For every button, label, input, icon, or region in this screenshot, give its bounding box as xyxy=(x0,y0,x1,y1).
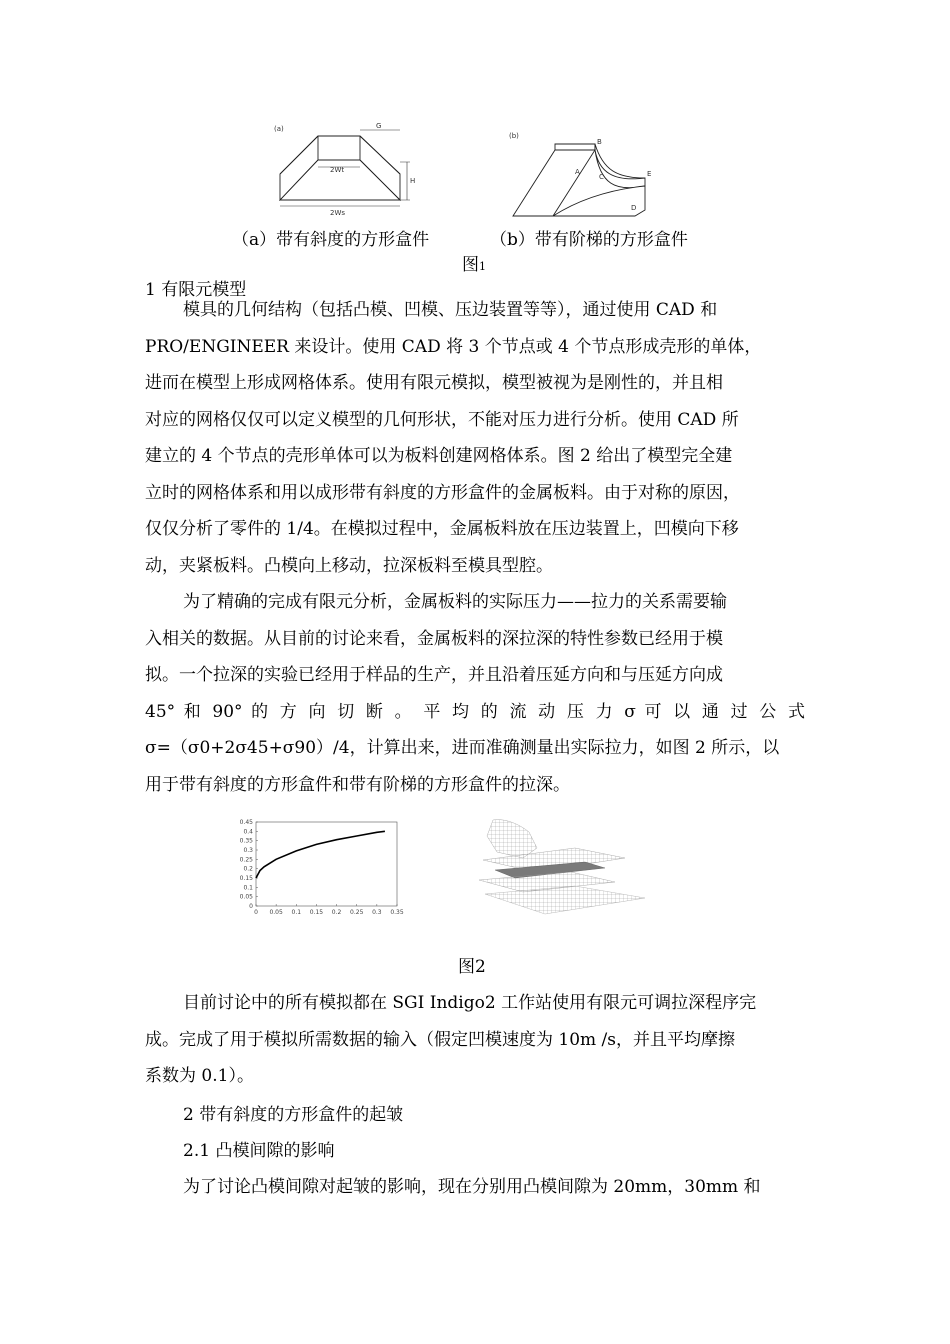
para1-line: 对应的网格仅仅可以定义模型的几何形状，不能对压力进行分析。使用 CAD 所 xyxy=(145,409,739,430)
x-tick-label: 0 xyxy=(254,909,258,916)
para1-line: 模具的几何结构（包括凸模、凹模、压边装置等等），通过使用 CAD 和 xyxy=(183,300,718,320)
fig1a-tag: (a) xyxy=(274,125,284,133)
figure1-caption-main: 图 xyxy=(462,255,479,275)
figure2-stress-strain-chart xyxy=(232,818,412,920)
para2-line: 入相关的数据。从目前的讨论来看，金属板料的深拉深的特性参数已经用于模 xyxy=(145,628,723,649)
fig1b-tag: (b) xyxy=(509,132,519,140)
x-tick-label: 0.35 xyxy=(390,909,404,916)
fig1a-g-label: G xyxy=(376,122,382,130)
para3-line: 目前讨论中的所有模拟都在 SGI Indigo2 工作站使用有限元可调拉深程序完 xyxy=(183,993,757,1013)
para2-line: 45° 和 90° 的 方 向 切 断 。 平 均 的 流 动 压 力 σ 可 以 通 过 公 式 xyxy=(145,701,805,722)
fig1a-h-label: H xyxy=(410,177,416,185)
section1-heading: 1 有限元模型 xyxy=(145,280,247,300)
chart-plot-frame xyxy=(256,822,397,906)
figure2-caption: 图2 xyxy=(458,957,486,977)
figure1-caption xyxy=(462,250,486,275)
section2-heading: 2 带有斜度的方形盒件的起皱 xyxy=(183,1105,404,1125)
figure1a-caption: （a）带有斜度的方形盒件 xyxy=(232,230,430,250)
fig1b-a-label: A xyxy=(575,168,580,176)
para1-line: 建立的 4 个节点的壳形单体可以为板料创建网格体系。图 2 给出了模型完全建 xyxy=(145,446,733,466)
fig1b-d-label: D xyxy=(631,204,637,212)
para1-line: 仅仅分析了零件的 1/4。在模拟过程中，金属板料放在压边装置上，凹模向下移 xyxy=(145,519,739,539)
y-tick-label: 0.1 xyxy=(243,884,253,892)
y-tick-label: 0.25 xyxy=(239,856,253,864)
fig1a-top-label: 2Wt xyxy=(330,166,345,174)
paragraph-4-line: 为了讨论凸模间隙对起皱的影响，现在分别用凸模间隙为 20mm，30mm 和 xyxy=(183,1177,761,1197)
para3-line: 系数为 0.1）。 xyxy=(145,1066,254,1086)
x-tick-label: 0.1 xyxy=(291,909,302,916)
figure1b-caption: （b）带有阶梯的方形盒件 xyxy=(490,230,688,250)
figure1-caption-num: 1 xyxy=(479,260,486,273)
figure1b-diagram xyxy=(505,130,665,222)
para2-line: 为了精确的完成有限元分析，金属板料的实际压力——拉力的关系需要输 xyxy=(183,592,727,612)
section2-1-heading: 2.1 凸模间隙的影响 xyxy=(183,1141,335,1161)
paragraph-3 xyxy=(145,985,805,1095)
chart-axes xyxy=(256,822,397,906)
y-tick-label: 0.4 xyxy=(243,828,253,836)
para1-line: 动，夹紧板料。凸模向上移动，拉深板料至模具型腔。 xyxy=(145,555,553,576)
y-tick-label: 0.35 xyxy=(239,837,253,845)
y-tick-label: 0.15 xyxy=(239,875,253,882)
x-tick-label: 0.25 xyxy=(350,909,364,916)
y-tick-label: 0.2 xyxy=(243,865,253,873)
para1-line: PRO/ENGINEER 来设计。使用 CAD 将 3 个节点或 4 个节点形成壳形的单体， xyxy=(145,336,762,357)
fig1b-b-label: B xyxy=(597,138,602,146)
x-tick-label: 0.05 xyxy=(269,909,283,916)
chart-series-line xyxy=(256,831,385,878)
para3-line: 成。完成了用于模拟所需数据的输入（假定凹模速度为 10m /s，并且平均摩擦 xyxy=(145,1029,736,1050)
y-tick-label: 0.3 xyxy=(243,847,253,854)
para1-line: 进而在模型上形成网格体系。使用有限元模拟，模型被视为是刚性的，并且相 xyxy=(145,373,723,393)
x-tick-label: 0.3 xyxy=(372,909,382,916)
x-tick-label: 0.15 xyxy=(309,909,324,916)
x-tick-label: 0.2 xyxy=(331,909,342,916)
fig1b-c-label: C xyxy=(599,173,604,181)
para1-line: 立时的网格体系和用以成形带有斜度的方形盒件的金属板料。由于对称的原因， xyxy=(145,482,740,503)
para2-line: 拟。一个拉深的实验已经用于样品的生产，并且沿着压延方向和与压延方向成 xyxy=(145,665,723,685)
para2-line: σ=（σ0+2σ45+σ90）/4，计算出来，进而准确测量出实际拉力，如图 2 所示，以 xyxy=(145,738,780,758)
y-tick-label: 0.05 xyxy=(239,893,253,901)
figure2-mesh-image xyxy=(475,818,650,920)
para2-line: 用于带有斜度的方形盒件和带有阶梯的方形盒件的拉深。 xyxy=(145,774,570,795)
paragraph-2 xyxy=(145,584,805,803)
paragraph-1 xyxy=(145,292,805,584)
figure1a-diagram xyxy=(270,122,435,220)
fig1a-bottom-label: 2Ws xyxy=(330,209,346,217)
fig1b-e-label: E xyxy=(647,170,652,178)
y-tick-label: 0.45 xyxy=(239,819,253,826)
y-tick-label: 0 xyxy=(249,903,253,910)
